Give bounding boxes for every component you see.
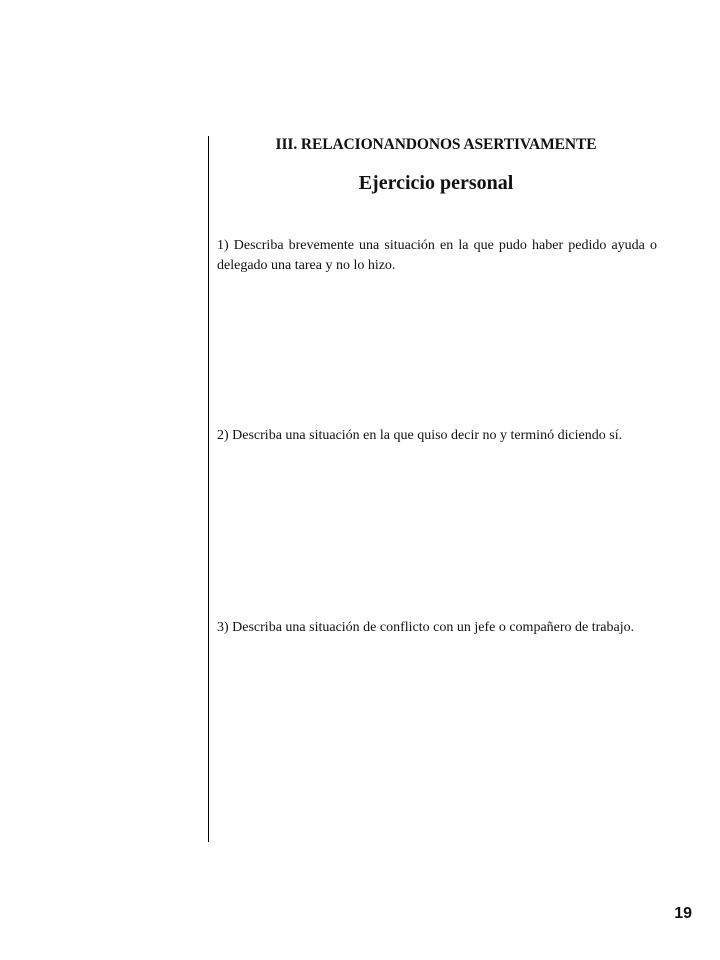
question-1: 1) Describa brevemente una situación en la que pudo haber pedido ayuda o delegado una tarea y no lo hizo. — [217, 238, 657, 273]
section-title: III. RELACIONANDONOS ASERTIVAMENTE — [275, 136, 597, 153]
exercise-title: Ejercicio personal — [358, 172, 514, 194]
question-2: 2) Describa una situación en la que quiso decir no y terminó diciendo sí. — [217, 428, 623, 443]
page-number: 19 — [674, 905, 692, 922]
question-3: 3) Describa una situación de conflicto con un jefe o compañero de trabajo. — [217, 620, 635, 635]
margin-rule — [208, 136, 209, 842]
